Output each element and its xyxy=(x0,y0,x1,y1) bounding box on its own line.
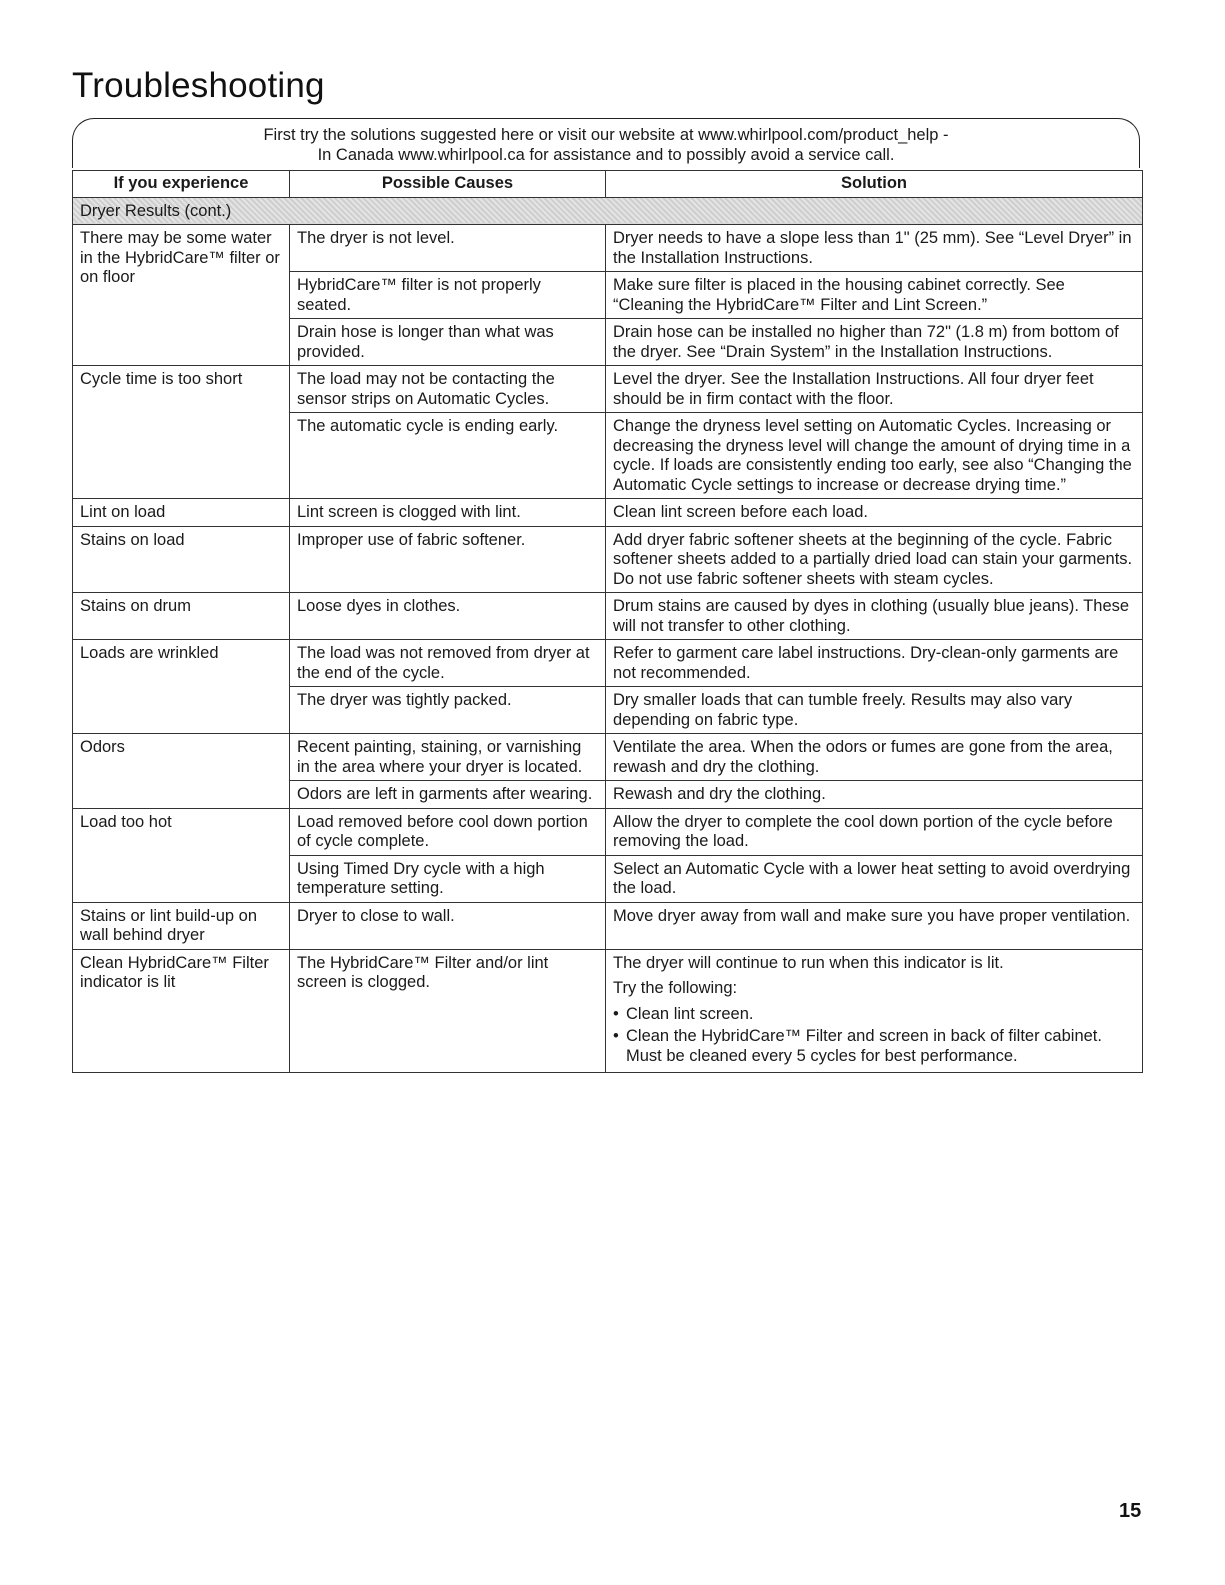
solution-cell: Dryer needs to have a slope less than 1" (25 mm). See “Level Dryer” in the Installation Instructions. xyxy=(606,225,1143,272)
solution-cell: Add dryer fabric softener sheets at the beginning of the cycle. Fabric softener sheets added to a partially dried load can stain your garments. Do not use fabric softener sheets with steam cycles. xyxy=(606,526,1143,593)
cause-cell: The automatic cycle is ending early. xyxy=(290,413,606,499)
solution-cell: Drum stains are caused by dyes in clothing (usually blue jeans). These will not transfer to other clothing. xyxy=(606,593,1143,640)
cause-cell: The dryer was tightly packed. xyxy=(290,687,606,734)
table-row xyxy=(73,734,1143,781)
cause-cell: The dryer is not level. xyxy=(290,225,606,272)
solution-cell: Allow the dryer to complete the cool down portion of the cycle before removing the load. xyxy=(606,808,1143,855)
issue-cell: Stains or lint build-up on wall behind dryer xyxy=(73,902,290,949)
list-item: • Clean lint screen. xyxy=(613,1005,1135,1025)
issue-cell: Stains on load xyxy=(73,526,290,593)
troubleshooting-table xyxy=(72,170,1143,1073)
section-row xyxy=(73,197,1143,225)
header-solution: Solution xyxy=(606,171,1143,198)
intro-line-1: First try the solutions suggested here or visit our website at www.whirlpool.com/product_help - xyxy=(263,126,949,144)
cause-cell: Improper use of fabric softener. xyxy=(290,526,606,593)
cause-cell: Lint screen is clogged with lint. xyxy=(290,499,606,527)
table-row xyxy=(73,949,1143,1073)
issue-cell: Odors xyxy=(73,734,290,809)
section-title: Dryer Results (cont.) xyxy=(73,197,1143,225)
issue-cell: Stains on drum xyxy=(73,593,290,640)
table-row xyxy=(73,499,1143,527)
header-if-you-experience: If you experience xyxy=(73,171,290,198)
intro-line-2: In Canada www.whirlpool.ca for assistance and to possibly avoid a service call. xyxy=(317,146,895,164)
table-row xyxy=(73,902,1143,949)
cause-cell: HybridCare™ filter is not properly seated. xyxy=(290,272,606,319)
solution-bullet-list xyxy=(613,1005,1135,1067)
solution-cell: Drain hose can be installed no higher than 72" (1.8 m) from bottom of the dryer. See “Drain System” in the Installation Instructions. xyxy=(606,319,1143,366)
cause-cell: Loose dyes in clothes. xyxy=(290,593,606,640)
solution-cell xyxy=(606,949,1143,1073)
solution-cell: Select an Automatic Cycle with a lower heat setting to avoid overdrying the load. xyxy=(606,855,1143,902)
header-possible-causes: Possible Causes xyxy=(290,171,606,198)
cause-cell: Odors are left in garments after wearing. xyxy=(290,781,606,809)
cause-cell: Load removed before cool down portion of cycle complete. xyxy=(290,808,606,855)
solution-paragraph: The dryer will continue to run when this indicator is lit. xyxy=(613,953,1004,972)
solution-cell: Clean lint screen before each load. xyxy=(606,499,1143,527)
solution-cell: Move dryer away from wall and make sure you have proper ventilation. xyxy=(606,902,1143,949)
table-row xyxy=(73,808,1143,855)
issue-cell: Loads are wrinkled xyxy=(73,640,290,734)
intro-box xyxy=(72,118,1140,168)
table-row xyxy=(73,593,1143,640)
issue-cell: Lint on load xyxy=(73,499,290,527)
issue-cell: Clean HybridCare™ Filter indicator is lit xyxy=(73,949,290,1073)
table-header-row xyxy=(73,171,1143,198)
solution-paragraph: Try the following: xyxy=(613,979,738,997)
issue-cell: There may be some water in the HybridCare™ filter or on floor xyxy=(73,225,290,366)
cause-cell: The load was not removed from dryer at the end of the cycle. xyxy=(290,640,606,687)
table-row xyxy=(73,640,1143,687)
solution-cell: Make sure filter is placed in the housing cabinet correctly. See “Cleaning the HybridCare™ Filter and Lint Screen.” xyxy=(606,272,1143,319)
table-row xyxy=(73,366,1143,413)
solution-cell: Rewash and dry the clothing. xyxy=(606,781,1143,809)
solution-cell: Change the dryness level setting on Automatic Cycles. Increasing or decreasing the dryness level will change the amount of drying time in a cycle. If loads are consistently ending too early, see also “Changing the Automatic Cycle settings to increase or decrease drying time.” xyxy=(606,413,1143,499)
solution-cell: Dry smaller loads that can tumble freely. Results may also vary depending on fabric type. xyxy=(606,687,1143,734)
cause-cell: Recent painting, staining, or varnishing in the area where your dryer is located. xyxy=(290,734,606,781)
list-item: • Clean the HybridCare™ Filter and screen in back of filter cabinet. Must be cleaned every 5 cycles for best performance. xyxy=(613,1027,1135,1066)
cause-cell: Drain hose is longer than what was provided. xyxy=(290,319,606,366)
cause-cell: The HybridCare™ Filter and/or lint screen is clogged. xyxy=(290,949,606,1073)
solution-cell: Ventilate the area. When the odors or fumes are gone from the area, rewash and dry the clothing. xyxy=(606,734,1143,781)
issue-cell: Load too hot xyxy=(73,808,290,902)
page-title: Troubleshooting xyxy=(72,66,325,105)
table-row xyxy=(73,526,1143,593)
cause-cell: Using Timed Dry cycle with a high temperature setting. xyxy=(290,855,606,902)
cause-cell: Dryer to close to wall. xyxy=(290,902,606,949)
table-row xyxy=(73,225,1143,272)
solution-cell: Refer to garment care label instructions. Dry-clean-only garments are not recommended. xyxy=(606,640,1143,687)
cause-cell: The load may not be contacting the sensor strips on Automatic Cycles. xyxy=(290,366,606,413)
page-number: 15 xyxy=(1119,1500,1142,1522)
solution-cell: Level the dryer. See the Installation Instructions. All four dryer feet should be in firm contact with the floor. xyxy=(606,366,1143,413)
issue-cell: Cycle time is too short xyxy=(73,366,290,499)
